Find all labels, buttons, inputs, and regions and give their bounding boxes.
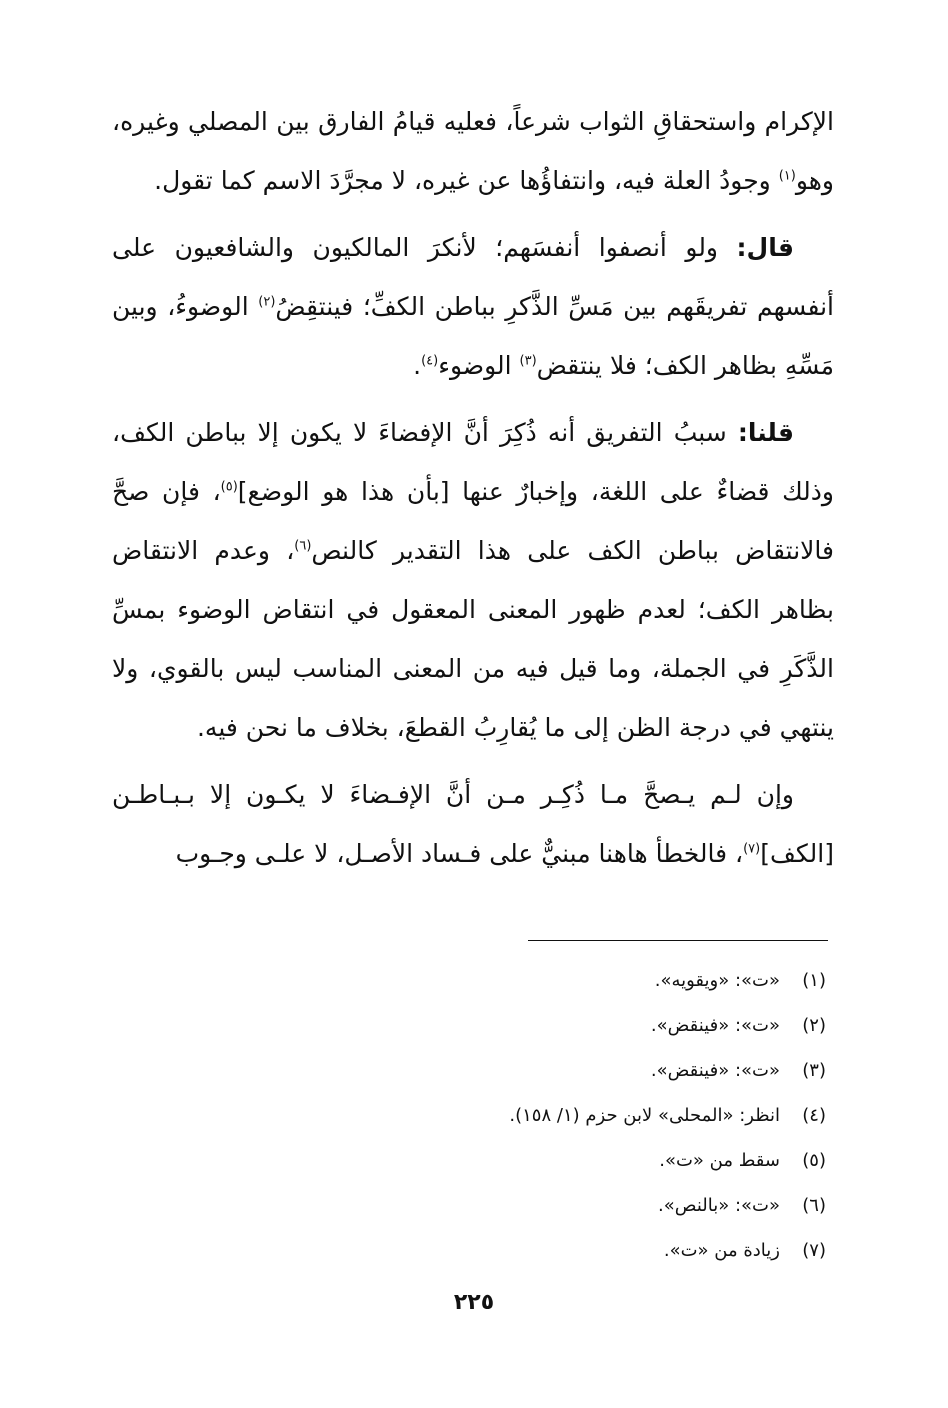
footnote-number: (١): [802, 970, 826, 991]
footnote-ref-1[interactable]: (١): [778, 168, 796, 184]
footnote-item: [140, 1228, 826, 1273]
footnotes-list: [140, 958, 826, 1273]
footnote-text: «ت»: «فينقض».: [650, 1060, 780, 1081]
footnote-text: انظر: «المحلى» لابن حزم (١/ ١٥٨).: [509, 1105, 780, 1126]
paragraph-3-text-b: ، فإن صحَّ فالانتقاض بباطن الكف على هذا التقدير كالنص: [112, 477, 835, 565]
footnote-item: [140, 1183, 826, 1228]
paragraph-2-text-d: .: [413, 351, 422, 380]
paragraph-3-lead: قلنا:: [737, 418, 794, 447]
paragraph-2: [112, 218, 834, 395]
footnote-text: «ت»: «ويقويه».: [654, 970, 780, 991]
footnote-ref-6[interactable]: (٦): [294, 538, 312, 554]
footnote-number: (٧): [802, 1240, 826, 1261]
footnote-item: [140, 958, 826, 1003]
footnote-item: [140, 1138, 826, 1183]
paragraph-2-text-b: الوضوءُ، وبين مَسِّهِ بظاهر الكف؛ فلا ينتقض: [112, 292, 834, 380]
paragraph-3-text-a: سببُ التفريق أنه ذُكِرَ أنَّ الإفضاءَ لا يكون إلا بباطن الكف، وذلك قضاءٌ على اللغة، وإخبارٌ عنها [بأن هذا هو الوضع]: [112, 418, 834, 506]
footnote-ref-7[interactable]: (٧): [743, 841, 761, 857]
footnote-ref-2[interactable]: (٢): [258, 294, 276, 310]
footnote-item: [140, 1093, 826, 1138]
paragraph-3-text-c: ، وعدم الانتقاض بظاهر الكف؛ لعدم ظهور المعنى المعقول في انتقاض الوضوء بمسِّ الذَّكَرِ في الجملة، وما قيل فيه من المعنى المناسب ليس بالقوي، ولا ينتهي في درجة الظن إلى ما يُقارِبُ القطعَ، بخلاف ما نحن فيه.: [112, 536, 834, 742]
paragraph-1-tail: وجودُ العلة فيه، وانتفاؤُها عن غيره، لا مجرَّدَ الاسم كما تقول.: [154, 166, 779, 195]
paragraph-2-lead: قال:: [736, 233, 794, 262]
paragraph-4-text-b: ، فالخطأ هاهنا مبنيٌّ على فـساد الأصـل، لا علـى وجـوب: [175, 839, 744, 868]
footnote-ref-5[interactable]: (٥): [220, 479, 238, 495]
footnote-text: سقط من «ت».: [659, 1150, 780, 1171]
footnote-text: «ت»: «فينقض».: [650, 1015, 780, 1036]
footnote-number: (٣): [802, 1060, 826, 1081]
footnote-item: [140, 1048, 826, 1093]
footnote-number: (٦): [802, 1195, 826, 1216]
page-number: ٢٢٥: [453, 1290, 495, 1315]
footnote-text: «ت»: «بالنص».: [658, 1195, 780, 1216]
footnote-ref-3[interactable]: (٣): [519, 353, 537, 369]
footnote-item: [140, 1003, 826, 1048]
footnote-divider: [528, 940, 828, 941]
paragraph-2-text-a: ولو أنصفوا أنفسَهم؛ لأنكرَ المالكيون والشافعيون على أنفسهم تفريقَهم بين مَسِّ الذَّكرِ بباطن الكفِّ؛ فينتقِضُ: [112, 233, 834, 321]
main-text: [112, 92, 834, 883]
paragraph-4-text-a: وإن لـم يـصحَّ مـا ذُكِـر مـن أنَّ الإفـضاءَ لا يكـون إلا بـبـاطـن [الكف]: [112, 780, 834, 868]
paragraph-3: [112, 403, 834, 757]
paragraph-2-text-c: الوضوء: [438, 351, 520, 380]
footnote-number: (٢): [802, 1015, 826, 1036]
footnote-ref-4[interactable]: (٤): [421, 353, 439, 369]
paragraph-4: [112, 765, 834, 883]
paragraph-1-text: الإكرام واستحقاقِ الثواب شرعاً، فعليه قيامُ الفارق بين المصلي وغيره، وهو: [112, 107, 834, 195]
footnote-number: (٤): [802, 1105, 826, 1126]
footnote-text: زيادة من «ت».: [663, 1240, 780, 1261]
paragraph-1: [112, 92, 834, 210]
footnote-number: (٥): [802, 1150, 826, 1171]
